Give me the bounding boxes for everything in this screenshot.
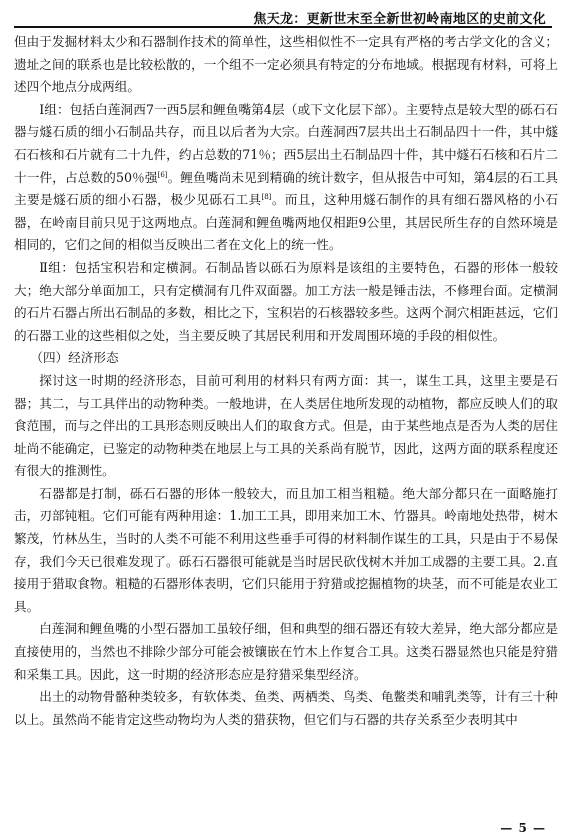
paragraph xyxy=(14,370,558,483)
paragraph-text: 。而且，这种用燧石制作的具有细石器风格的小石器，在岭南目前只见于这两地点。白莲洞和鲤鱼嘴两地仅相距9公里，其居民所生存的自然环境是相同的，它们之间的相似当反映出二者在文化上的统一性。 xyxy=(14,192,559,253)
paragraph-text: 出土的动物骨骼种类较多，有软体类、鱼类、两栖类、鸟类、龟鳖类和哺乳类等，计有三十种以上。虽然尚不能肯定这些动物均为人类的猎获物，但它们与石器的共存关系至少表明其中 xyxy=(14,689,558,727)
paragraph xyxy=(14,618,558,686)
paragraph xyxy=(14,686,558,731)
paragraph-text: 白莲洞和鲤鱼嘴的小型石器加工虽较仔细，但和典型的细石器还有较大差异，绝大部分都应是直接使用的，当然也不排除少部分可能会被镶嵌在竹木上作复合工具。这类石器显然也只能是狩猎和采集工具。因此，这一时期的经济形态应是狩猎采集型经济。 xyxy=(14,621,558,682)
paragraph-text: Ⅱ组：包括宝积岩和定横洞。石制品皆以砾石为原料是该组的主要特色，石器的形体一般较大；绝大部分单面加工，只有定横洞有几件双面器。加工方法一般是锤击法，不修理台面。定横洞的石片石器占所出石制品的多数，相比之下，宝积岩的石核器较多些。这两个洞穴相距甚远，它们的石器工业的这些相似之处，当主要反映了其居民利用和开发周围环境的手段的相似性。 xyxy=(14,259,558,343)
paragraph xyxy=(14,99,558,257)
running-header-title: 焦天龙：更新世末至全新世初岭南地区的史前文化 xyxy=(253,12,546,27)
page-number: — 5 — xyxy=(500,821,546,835)
citation-ref: [8] xyxy=(261,193,272,202)
citation-ref: [6] xyxy=(157,170,168,179)
running-header xyxy=(14,4,552,28)
paragraph-text: 石器都是打制，砾石石器的形体一般较大，而且加工相当粗糙。绝大部分都只在一面略施打击，刃部钝粗。它们可能有两种用途：1.加工工具，即用来加工木、竹器具。岭南地处热带，树木繁茂，竹林丛生，当时的人类不可能不利用这些垂手可得的材料制作谋生的工具，只是由于不易保存，我们今天已很难发现了。砾石石器很可能就是当时居民砍伐树木并加工成器的主要工具。2.直接用于猎取食物。粗糙的石器形体表明，它们只能用于狩猎或挖掘植物的块茎，而不可能是农业工具。 xyxy=(14,485,558,614)
paragraph-text: Ⅰ组：包括白莲洞西7一西5层和鲤鱼嘴第4层（或下文化层下部）。主要特点是较大型的砾石石器与燧石质的细小石制品共存，而且以后者为大宗。白莲洞西7层共出土石制品四十一件，其中燧石石核和石片就有二十九件，约占总数的71％；西5层出土石制品四十件，其中燧石石核和石片二十一件，占总数的50％强 xyxy=(14,101,558,185)
paragraph-text: 但由于发掘材料太少和石器制作技术的简单性，这些相似性不一定具有严格的考古学文化的含义；遗址之间的联系也是比较松散的，一个组不一定必须具有特定的分布地域。根据现有材料，可将上述四个地点分成两组。 xyxy=(14,34,558,95)
section-heading xyxy=(14,347,558,370)
paragraph-text: （四）经济形态 xyxy=(30,350,119,366)
body-text xyxy=(14,31,558,731)
paragraph xyxy=(14,31,558,99)
paragraph xyxy=(14,483,558,619)
paragraph-text: 。鲤鱼嘴尚未见到精确的统计数字，但从报告中可知，第4层的石工具主要是燧石质的细小石器，极少见砾石工具 xyxy=(14,169,558,208)
paragraph xyxy=(14,257,558,347)
paragraph-text: 探讨这一时期的经济形态，目前可利用的材料只有两方面：其一，谋生工具，这里主要是石器；其二，与工具伴出的动物种类。一般地讲，在人类居住地所发现的动植物，都应反映人们的取食范围，而与之伴出的工具形态则反映出人们的取食方式。但是，由于某些地点是否为人类的居住址尚不能确定，已鉴定的动物种类在地层上与工具的关系尚有脱节，因此，这两方面的联系程度还有很大的推测性。 xyxy=(14,372,558,479)
